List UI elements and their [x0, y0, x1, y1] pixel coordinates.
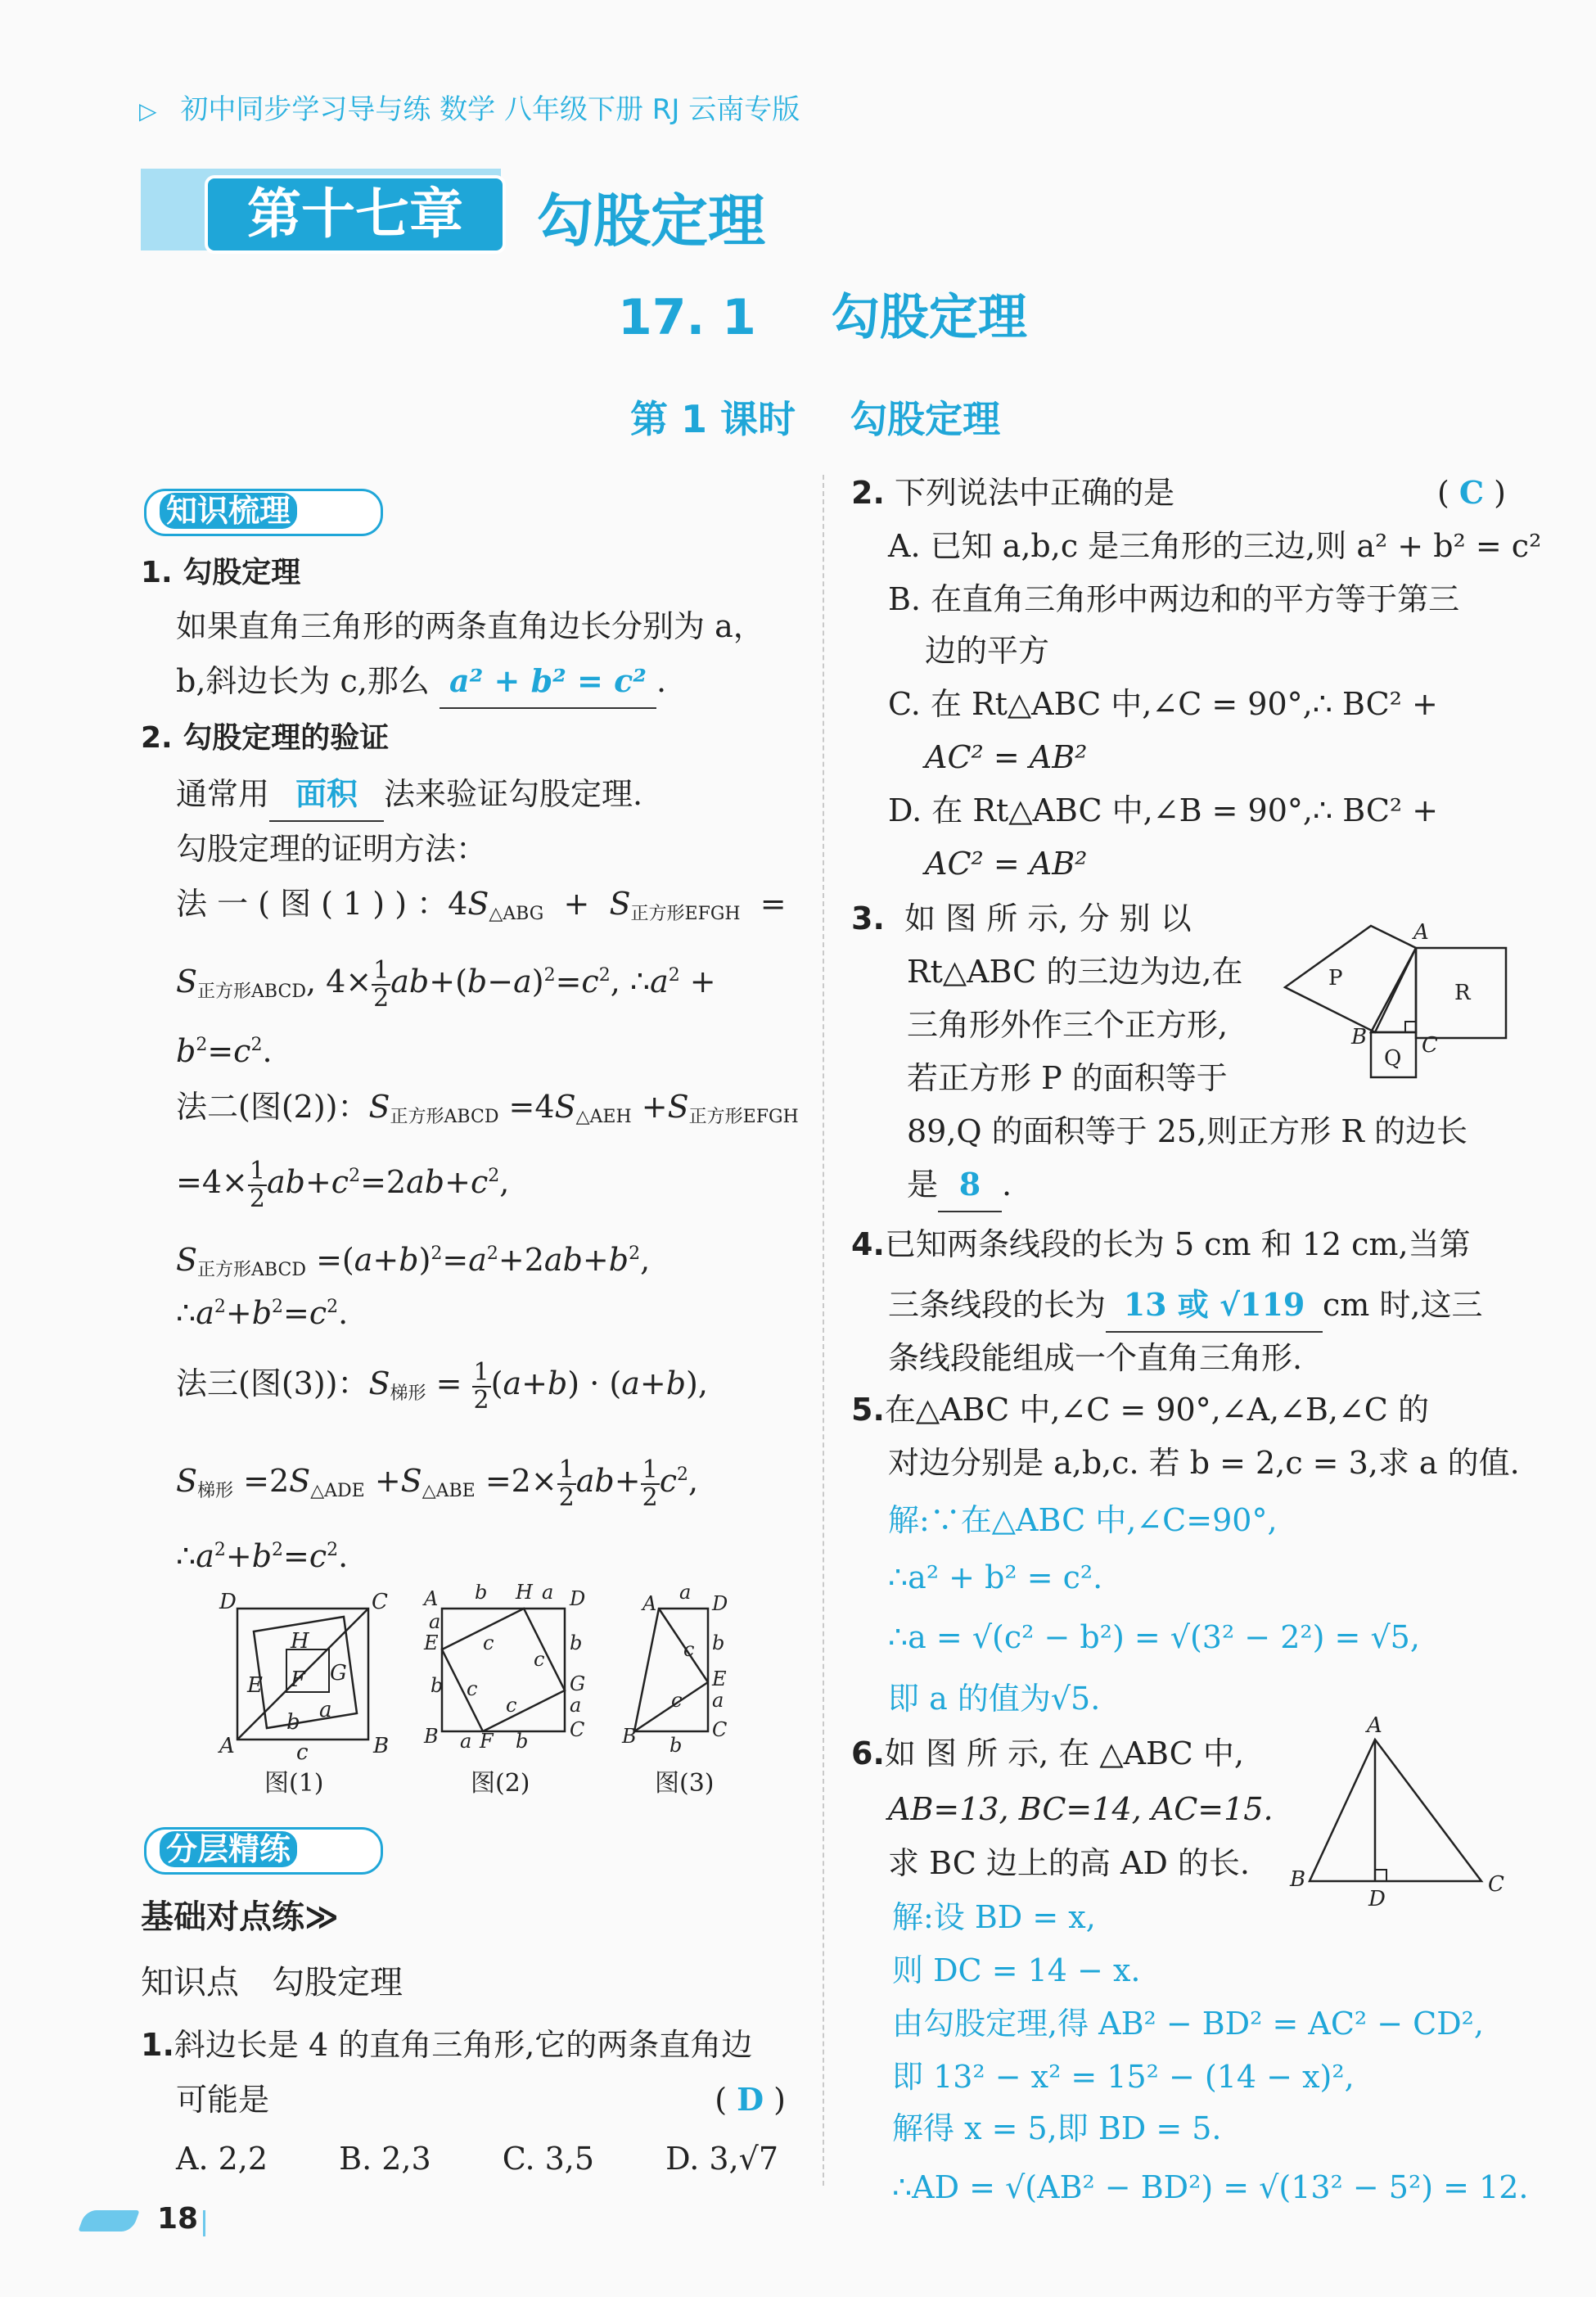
svg-text:A: A [424, 1587, 439, 1610]
q6-number: 6. [851, 1735, 885, 1771]
q1-answer: D [737, 2081, 764, 2118]
fraction-half-3: $\frac{1}{2}$ [473, 1357, 489, 1415]
q6-figure [1285, 1711, 1514, 1916]
svg-text:A: A [219, 1734, 235, 1758]
svg-text:c: c [671, 1689, 683, 1712]
q2-number: 2. [851, 475, 885, 511]
q2-option-b1: B. 在直角三角形中两边和的平方等于第三 [888, 581, 1460, 617]
double-chevron-icon: ≫ [304, 1898, 339, 1936]
q2-option-a: A. 已知 a,b,c 是三角形的三边,则 a² + b² = c² [888, 528, 1542, 564]
svg-text:a: a [679, 1584, 692, 1604]
knowledge-badge [144, 489, 383, 536]
knowledge-p1b-text: b,斜边长为 c,那么 [176, 663, 430, 699]
svg-text:c: c [534, 1648, 545, 1671]
method2-label: 法二(图(2))： [176, 1089, 369, 1125]
method1-label: 法 一 ( 图 ( 1 ) ) ： [176, 886, 449, 922]
method2-line3: $S_{正方形ABCD} =(a+b)^2=a^2+2ab+b^2$, [176, 1242, 651, 1280]
q4-text-2b: cm 时,这三 [1323, 1287, 1483, 1323]
lesson-title [630, 390, 1000, 444]
q2-option-d2: AC² = AB² [925, 846, 1088, 882]
section-title [618, 278, 1027, 349]
knowledge-point-heading: 知识点 勾股定理 [141, 1964, 403, 2001]
svg-text:G: G [330, 1661, 347, 1686]
chapter-number [205, 175, 506, 254]
svg-text:C: C [372, 1590, 388, 1614]
vertex-b-label: B [1351, 1025, 1368, 1049]
svg-text:E: E [247, 1673, 263, 1698]
sub-abcd: 正方形ABCD [197, 982, 306, 1002]
square-q-label: Q [1384, 1046, 1402, 1071]
svg-text:H: H [291, 1629, 309, 1654]
series-text: 初中同步学习导与练 数学 八年级下册 RJ 云南专版 [180, 93, 800, 126]
q4-line3: 条线段能组成一个直角三角形. [888, 1340, 1303, 1376]
q1-line1 [141, 2019, 752, 2071]
svg-text:E: E [424, 1631, 439, 1654]
q1-option-c: C. 3,5 [502, 2141, 595, 2177]
svg-text:G: G [570, 1672, 586, 1695]
q5-solution-3: ∴a = √(c² − b²) = √(3² − 2²) = √5, [888, 1619, 1420, 1655]
q1-line2 [176, 2074, 786, 2126]
sub-efgh-2: 正方形EFGH [688, 1107, 799, 1127]
column-divider [823, 475, 824, 2186]
q3-figure [1273, 888, 1518, 1085]
sub-abcd-2: 正方形ABCD [390, 1107, 499, 1127]
sub-efgh: 正方形EFGH [630, 904, 741, 924]
svg-text:c: c [506, 1694, 517, 1717]
fraction-half-4: $\frac{1}{2}$ [558, 1455, 575, 1512]
q2-option-c1: C. 在 Rt△ABC 中,∠C = 90°,∴ BC² + [888, 686, 1438, 722]
method2-line1: 法二(图(2))：$S_{正方形ABCD} =4S_{\triangle AEH} +S_{正方形EFGH}$ [176, 1089, 799, 1127]
fraction-half-5: $\frac{1}{2}$ [642, 1455, 658, 1512]
square-p-label: P [1328, 966, 1343, 991]
knowledge-p1a: 如果直角三角形的两条直角边长分别为 a， [176, 608, 764, 644]
svg-text:F: F [480, 1730, 494, 1753]
svg-text:C: C [712, 1718, 728, 1741]
svg-text:c: c [683, 1638, 695, 1661]
lesson-name: 勾股定理 [850, 397, 1001, 441]
figure-caption-3: 图(3) [655, 1769, 715, 1798]
svg-text:B: B [622, 1725, 637, 1748]
svg-text:C: C [570, 1718, 585, 1741]
knowledge-h1: 1. 勾股定理 [141, 556, 301, 589]
figure-caption-2: 图(2) [471, 1769, 530, 1798]
section-number: 17. 1 [618, 289, 756, 346]
svg-text:b: b [286, 1710, 300, 1735]
sub-tixing: 梯形 [390, 1383, 426, 1404]
svg-text:H: H [516, 1584, 533, 1604]
method1-line2: $S_{正方形ABCD}$, 4× $\frac{1}{2}$ $ab+(b-a)^2=c^2$, $\therefore a^2$ + [176, 955, 716, 1013]
svg-text:b: b [712, 1631, 725, 1654]
method1-line3: $b^2=c^2$. [176, 1033, 273, 1069]
svg-text:c: c [483, 1631, 494, 1654]
svg-text:c: c [296, 1740, 309, 1765]
chapter-title: 勾股定理 [536, 187, 765, 255]
svg-text:B: B [424, 1725, 439, 1748]
sub-abg: △ABG [489, 904, 544, 924]
figure-2 [442, 1609, 565, 1731]
knowledge-h2: 2. 勾股定理的验证 [141, 721, 390, 755]
svg-text:b: b [516, 1730, 529, 1753]
svg-text:a: a [429, 1610, 441, 1633]
q2-option-d1: D. 在 Rt△ABC 中,∠B = 90°,∴ BC² + [888, 792, 1439, 828]
q1-text2: 可能是 [176, 2082, 270, 2118]
q4-line2 [888, 1279, 1483, 1333]
section-name: 勾股定理 [830, 289, 1027, 346]
svg-text:a: a [712, 1689, 724, 1712]
vertex-a-label: A [1413, 920, 1429, 945]
q2-option-c2: AC² = AB² [925, 739, 1088, 775]
svg-text:E: E [712, 1667, 727, 1690]
svg-text:b: b [431, 1674, 444, 1697]
practice-badge-text: 分层精练 [160, 1831, 297, 1867]
sub-abcd-3: 正方形ABCD [197, 1260, 306, 1280]
answer-blank-1: a² + b² = c² [440, 655, 656, 709]
q6-vertex-b: B [1290, 1867, 1306, 1892]
svg-text:a: a [542, 1584, 554, 1604]
q5-text-1: 在△ABC 中,∠C = 90°,∠A,∠B,∠C 的 [884, 1392, 1429, 1428]
q6-vertex-a: A [1367, 1713, 1382, 1738]
sub-aeh: △AEH [575, 1107, 632, 1127]
q4-line1 [851, 1218, 1471, 1270]
lesson-label: 第 1 课时 [630, 397, 796, 441]
vertex-c-label: C [1422, 1033, 1438, 1058]
q4-text-2a: 三条线段的长为 [888, 1287, 1107, 1323]
svg-text:a: a [460, 1730, 472, 1753]
knowledge-p2a-pre: 通常用 [176, 776, 270, 812]
fraction-half-2: $\frac{1}{2}$ [249, 1156, 265, 1213]
method2-line2: =4× $\frac{1}{2}$ $ab+c^2=2ab+c^2$, [176, 1156, 510, 1213]
q6-line2: AB=13, BC=14, AC=15. [888, 1791, 1274, 1827]
q5-number: 5. [851, 1392, 885, 1428]
q3-line4: 若正方形 P 的面积等于 [907, 1060, 1228, 1096]
q6-line1 [851, 1727, 1244, 1780]
q5-line2: 对边分别是 a,b,c. 若 b = 2,c = 3,求 a 的值. [888, 1445, 1520, 1481]
svg-text:D: D [712, 1592, 728, 1615]
q4-number: 4. [851, 1226, 885, 1262]
footer-divider [203, 2210, 205, 2236]
square-r-label: R [1454, 981, 1471, 1005]
knowledge-badge-text: 知识梳理 [160, 493, 297, 529]
q2-answer-paren: ( C ) [1436, 474, 1506, 511]
q3-line5: 89,Q 的面积等于 25,则正方形 R 的边长 [907, 1113, 1468, 1149]
svg-text:D: D [570, 1587, 586, 1610]
q6-solution-5: 解得 x = 5,即 BD = 5. [892, 2110, 1222, 2146]
q6-solution-4: 即 13² − x² = 15² − (14 − x)², [892, 2059, 1355, 2095]
play-icon: ▷ [139, 97, 157, 124]
method3-label: 法三(图(3))： [176, 1365, 369, 1401]
svg-text:a: a [570, 1694, 582, 1717]
q6-vertex-d: D [1368, 1887, 1386, 1911]
svg-text:a: a [319, 1698, 332, 1722]
q3-line1 [851, 892, 1192, 945]
q5-solution-4: 即 a 的值为√5. [888, 1681, 1101, 1717]
q1-answer-paren: ( D ) [715, 2081, 786, 2118]
page-number: 18 [157, 2202, 199, 2236]
q5-line1 [851, 1383, 1429, 1436]
knowledge-p2b: 勾股定理的证明方法： [176, 831, 488, 867]
q3-line3: 三角形外作三个正方形, [907, 1007, 1229, 1043]
svg-text:b: b [670, 1734, 683, 1757]
svg-text:B: B [373, 1734, 390, 1758]
practice-badge [144, 1827, 383, 1875]
q4-text-1: 已知两条线段的长为 5 cm 和 12 cm,当第 [884, 1226, 1471, 1262]
q1-number: 1. [141, 2027, 174, 2063]
method3-line2: $S_{梯形} =2S_{\triangle ADE} +S_{\triangle ABE} =2\times$ $\frac{1}{2}$ ab+ $\frac{1}{2}$ $c^2$, [176, 1455, 699, 1512]
sub-tixing-2: 梯形 [197, 1481, 234, 1501]
q1-option-b: B. 2,3 [339, 2141, 431, 2177]
figure-3 [634, 1609, 708, 1731]
q1-option-d: D. 3,√7 [665, 2141, 779, 2177]
knowledge-p1b: b,斜边长为 c,那么 a² + b² = c² . [176, 655, 666, 709]
fraction-half: $\frac{1}{2}$ [373, 955, 390, 1013]
svg-text:D: D [219, 1590, 237, 1614]
q6-solution-3: 由勾股定理,得 AB² − BD² = AC² − CD², [892, 2006, 1484, 2042]
q3-text-6: 是 [907, 1167, 939, 1203]
q6-solution-1: 解:设 BD = x, [892, 1899, 1096, 1935]
q2-answer: C [1458, 474, 1485, 511]
q5-solution-2: ∴a² + b² = c². [888, 1559, 1103, 1595]
basic-practice-heading [141, 1891, 339, 1938]
basic-practice-text: 基础对点练 [141, 1898, 304, 1936]
figure-caption-1: 图(1) [264, 1769, 324, 1798]
sub-abe: △ABE [422, 1481, 476, 1501]
q3-number: 3. [851, 900, 885, 936]
q2-text: 下列说法中正确的是 [894, 475, 1174, 511]
q5-solution-1: 解:∵在△ABC 中,∠C=90°, [888, 1502, 1278, 1538]
q3-answer-blank: 8 [938, 1158, 1002, 1212]
knowledge-p2a-post: 法来验证勾股定理. [384, 776, 643, 812]
q6-vertex-c: C [1488, 1872, 1504, 1897]
q1-option-a: A. 2,2 [176, 2141, 268, 2177]
svg-text:b: b [570, 1631, 583, 1654]
answer-blank-2: 面积 [269, 768, 384, 822]
q6-line3: 求 BC 边上的高 AD 的长. [888, 1845, 1251, 1881]
q4-answer-blank: 13 或 √119 [1106, 1279, 1323, 1333]
q3-text-1: 如 图 所 示, 分 别 以 [904, 900, 1192, 936]
sub-ade: △ADE [310, 1481, 365, 1501]
q3-line6: 是 8 . [907, 1158, 1012, 1212]
q6-solution-6: ∴AD = √(AB² − BD²) = √(13² − 5²) = 12. [892, 2169, 1529, 2205]
svg-text:F: F [291, 1667, 306, 1692]
q1-options [176, 2132, 778, 2185]
method1-line1: 法 一 ( 图 ( 1 ) ) ：$4S_{\triangle ABG} + S_{正方形EFGH}$ = [176, 886, 787, 924]
knowledge-p2a [176, 768, 642, 822]
q2-line1 [851, 467, 1506, 519]
svg-text:b: b [475, 1584, 488, 1604]
svg-text:c: c [467, 1677, 478, 1700]
series-header [139, 87, 800, 127]
footer-stripe [78, 2210, 139, 2232]
chapter-number-label: 第十七章 [247, 183, 463, 246]
q1-text: 斜边长是 4 的直角三角形,它的两条直角边 [174, 2027, 753, 2063]
method3-line3: $\therefore a^2+b^2=c^2$. [176, 1538, 349, 1574]
q6-text-1: 如 图 所 示, 在 △ABC 中, [884, 1735, 1244, 1771]
q2-option-b2: 边的平方 [925, 633, 1050, 669]
q3-line2: Rt△ABC 的三边为边,在 [907, 954, 1243, 990]
q6-solution-2: 则 DC = 14 − x. [892, 1952, 1141, 1988]
method2-line4: $\therefore a^2+b^2=c^2$. [176, 1295, 349, 1331]
method3-line1: 法三(图(3))：$S_{梯形}$ = $\frac{1}{2}$ (a+b) · (a+b), [176, 1357, 708, 1415]
svg-text:A: A [642, 1592, 657, 1615]
